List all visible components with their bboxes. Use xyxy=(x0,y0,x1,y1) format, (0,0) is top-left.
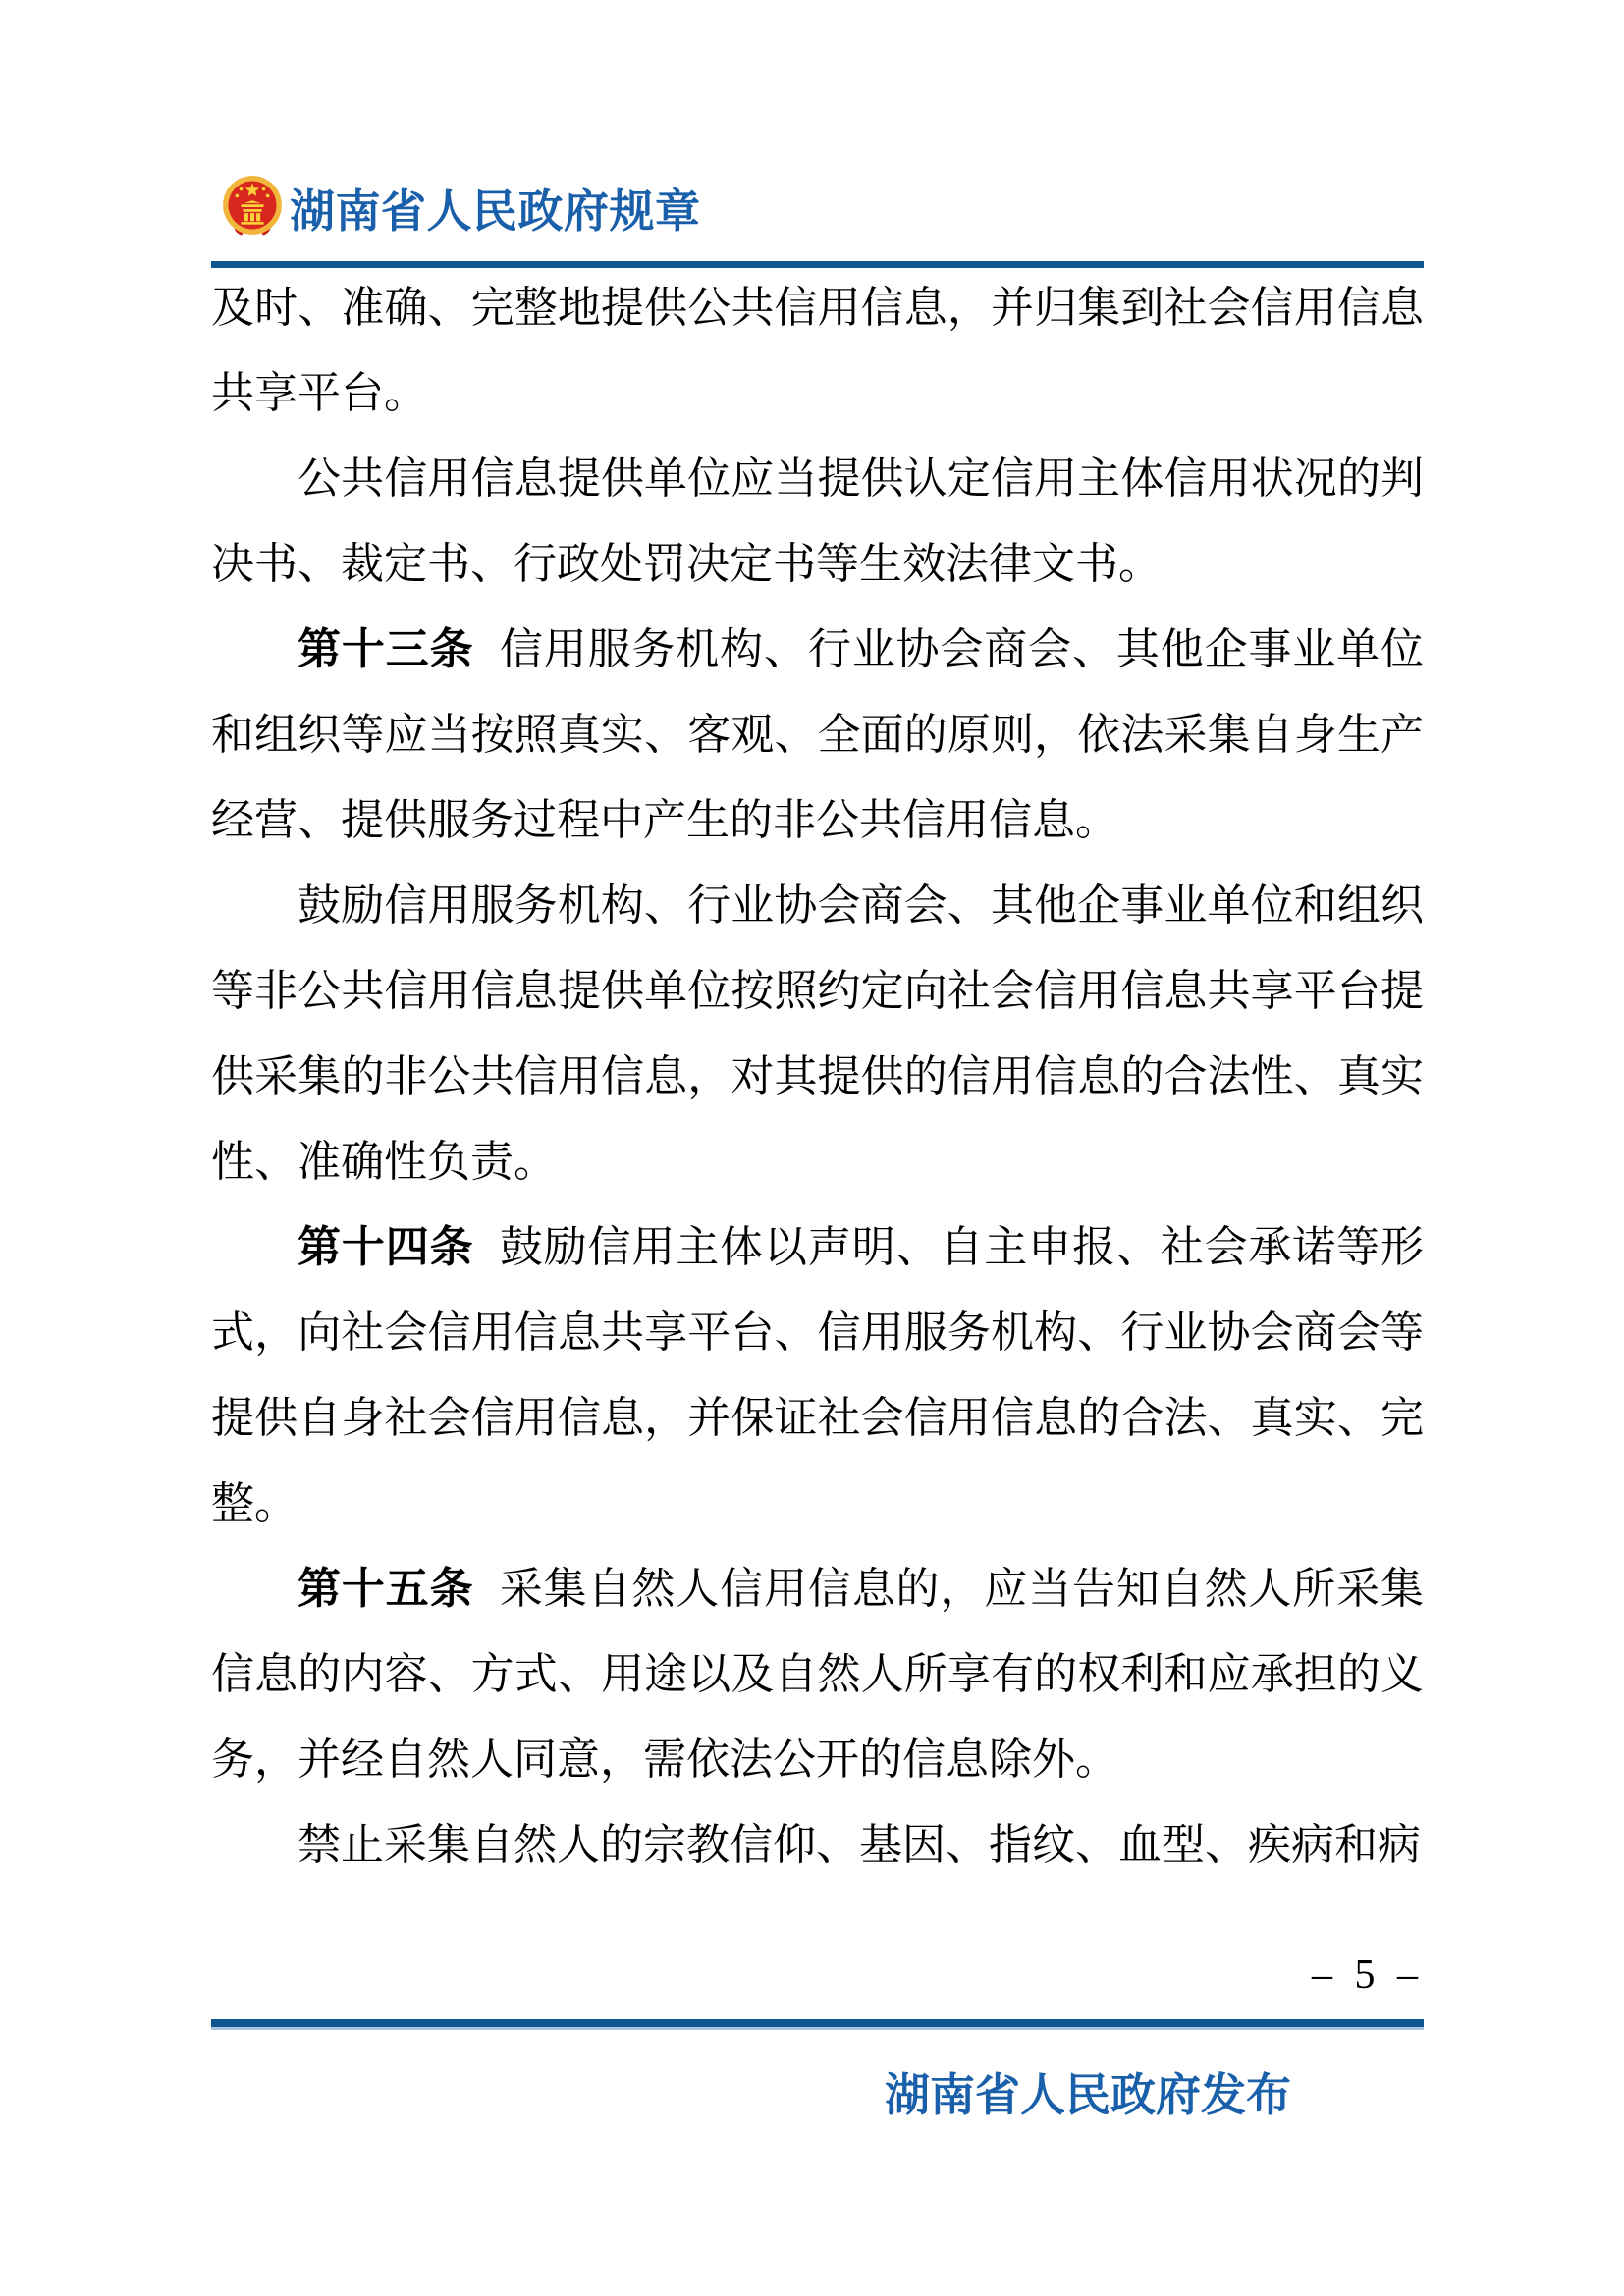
paragraph xyxy=(211,607,1424,863)
paragraph-text: 禁止采集自然人的宗教信仰、基因、指纹、血型、疾病和病 xyxy=(298,1821,1421,1869)
paragraph xyxy=(211,436,1424,607)
paragraph-text: 及时、准确、完整地提供公共信用信息，并归集到社会信用信息共享平台。 xyxy=(211,284,1424,417)
document-body xyxy=(211,265,1424,1888)
paragraph-text: 信用服务机构、行业协会商会、其他企事业单位和组织等应当按照真实、客观、全面的原则，依法采集自身生产经营、提供服务过程中产生的非公共信用信息。 xyxy=(211,625,1425,844)
article-number: 第十五条 xyxy=(298,1565,474,1613)
article-number: 第十三条 xyxy=(298,625,474,673)
paragraph xyxy=(211,1802,1424,1888)
national-emblem-icon xyxy=(219,174,286,240)
publisher-footer: 湖南省人民政府发布 xyxy=(885,2070,1291,2120)
page-title: 湖南省人民政府规章 xyxy=(290,187,701,237)
paragraph-text: 鼓励信用主体以声明、自主申报、社会承诺等形式，向社会信用信息共享平台、信用服务机构、行业协会商会等提供自身社会信用信息，并保证社会信用信息的合法、真实、完整。 xyxy=(211,1223,1425,1527)
paragraph xyxy=(211,265,1424,436)
page-number: – 5 – xyxy=(1312,1952,1424,1998)
paragraph-text: 采集自然人信用信息的，应当告知自然人所采集信息的内容、方式、用途以及自然人所享有的权利和应承担的义务，并经自然人同意，需依法公开的信息除外。 xyxy=(211,1565,1425,1784)
paragraph xyxy=(211,1204,1424,1546)
footer-divider xyxy=(211,2019,1424,2030)
paragraph-text: 公共信用信息提供单位应当提供认定信用主体信用状况的判决书、裁定书、行政处罚决定书等生效法律文书。 xyxy=(211,454,1424,588)
paragraph xyxy=(211,1546,1424,1802)
article-number: 第十四条 xyxy=(298,1223,474,1271)
page-header xyxy=(211,172,1424,245)
paragraph-text: 鼓励信用服务机构、行业协会商会、其他企事业单位和组织等非公共信用信息提供单位按照约定向社会信用信息共享平台提供采集的非公共信用信息，对其提供的信用信息的合法性、真实性、准确性负责。 xyxy=(211,881,1424,1186)
paragraph xyxy=(211,863,1424,1204)
